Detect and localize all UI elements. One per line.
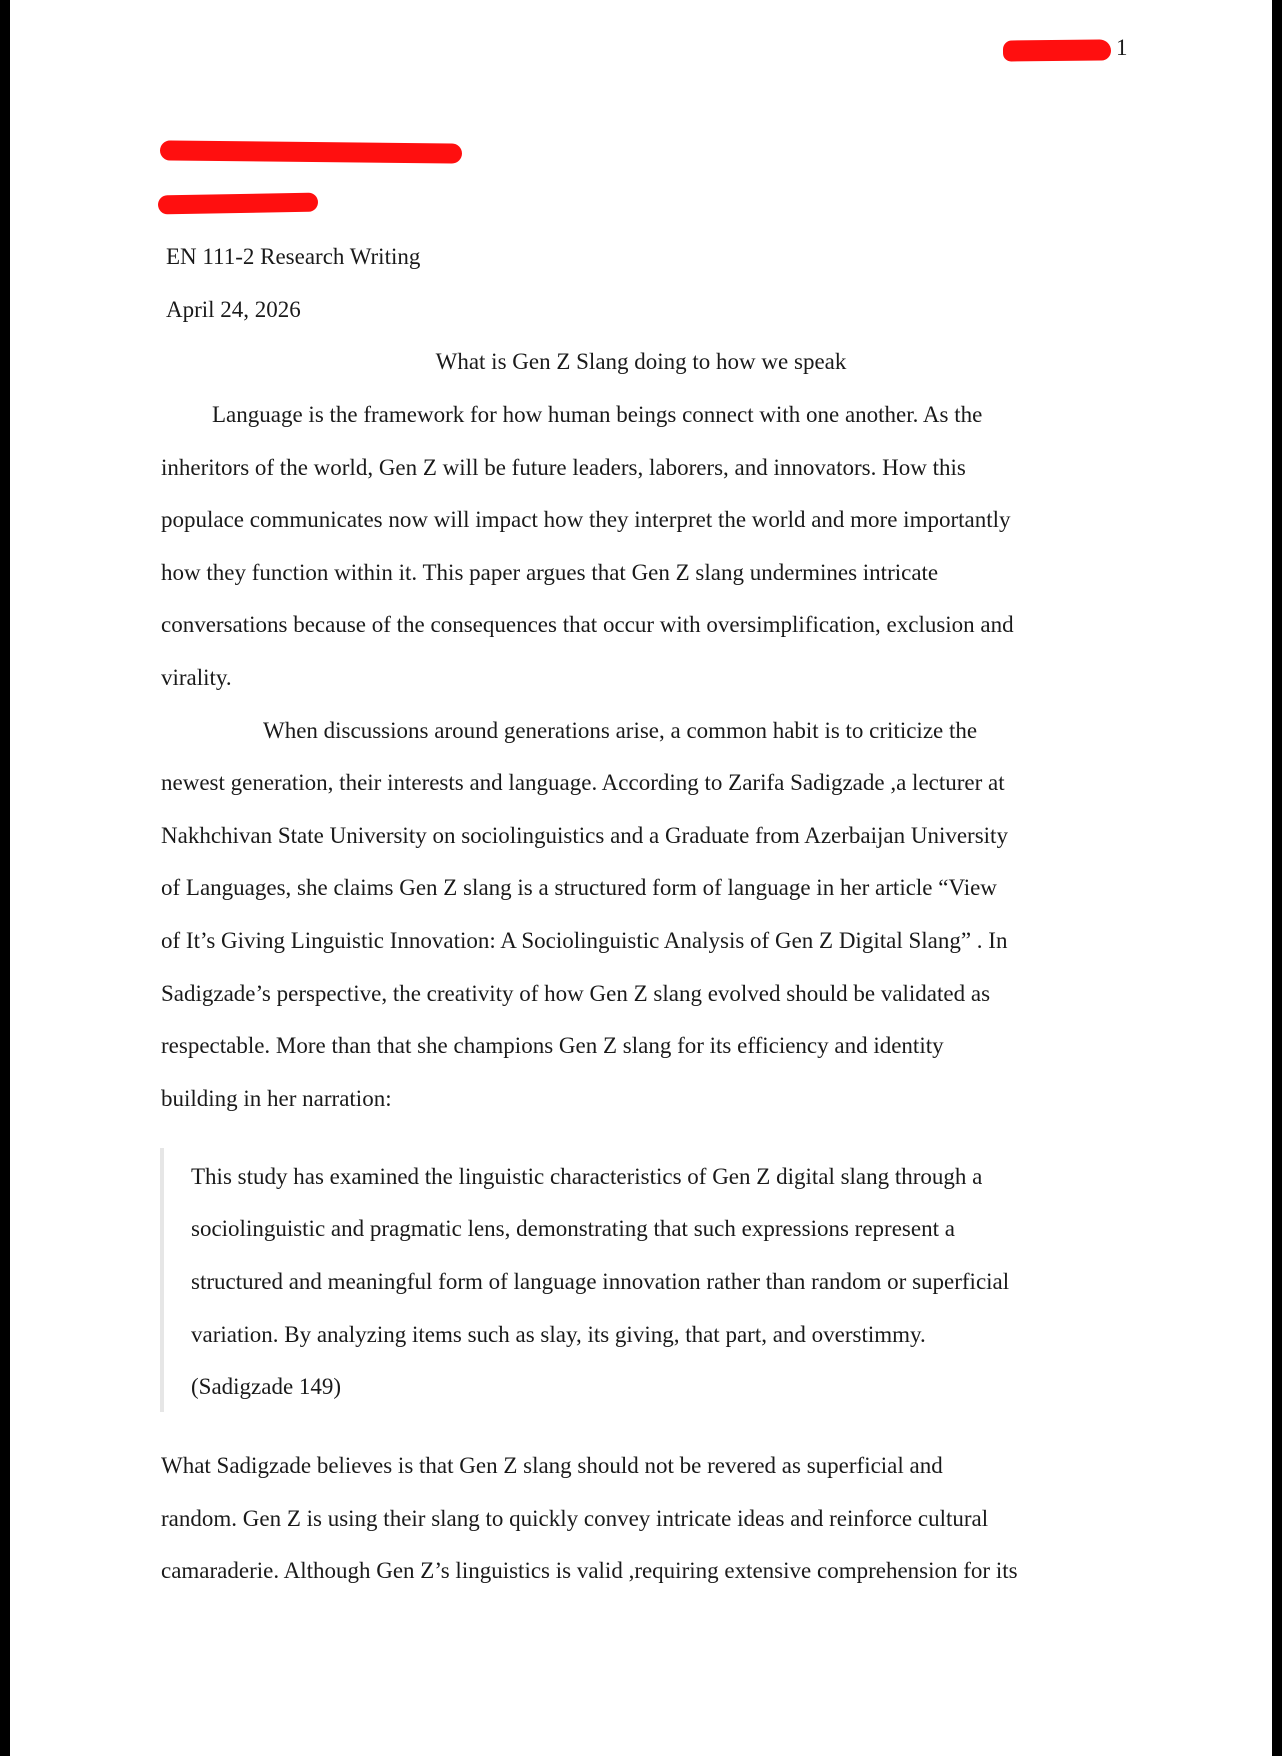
block-quote-line: structured and meaningful form of language innovation rather than random or superficial [191,1269,1010,1294]
paragraph-line: of Languages, she claims Gen Z slang is a structured form of language in her article “View [161,875,997,900]
paragraph-line: building in her narration: [161,1086,392,1111]
paragraph-line: how they function within it. This paper argues that Gen Z slang undermines intricate [161,560,939,585]
block-quote-line: This study has examined the linguistic characteristics of Gen Z digital slang through a [191,1164,983,1189]
paragraph-line: populace communicates now will impact how they interpret the world and more importantly [161,507,1011,532]
course-name: EN 111-2 Research Writing [166,244,421,269]
paragraph-line: What Sadigzade believes is that Gen Z slang should not be revered as superficial and [161,1453,943,1478]
block-quote-line: variation. By analyzing items such as slay, its giving, that part, and overstimmy. [191,1322,926,1347]
document-page [10,0,1272,1756]
paragraph-line: newest generation, their interests and language. According to Zarifa Sadigzade ,a lecturer at [161,770,1005,795]
page-number: 1 [1116,35,1128,60]
redacted-student-name [160,140,462,163]
paragraph-line: inheritors of the world, Gen Z will be future leaders, laborers, and innovators. How this [161,455,966,480]
paragraph-line: Language is the framework for how human beings connect with one another. As the [212,402,983,427]
paragraph-line: Nakhchivan State University on sociolinguistics and a Graduate from Azerbaijan University [161,823,1008,848]
paragraph-line: conversations because of the consequences that occur with oversimplification, exclusion and [161,612,1014,637]
redacted-instructor-name [158,193,318,215]
paragraph-line: virality. [161,665,232,690]
paper-date: April 24, 2026 [166,297,301,322]
paragraph-line: of It’s Giving Linguistic Innovation: A Sociolinguistic Analysis of Gen Z Digital Slang” . In [161,928,1008,953]
paper-title: What is Gen Z Slang doing to how we speak [435,349,847,374]
redacted-header-name [1003,39,1111,61]
paragraph-line: camaraderie. Although Gen Z’s linguistics is valid ,requiring extensive comprehension for its [161,1558,1018,1583]
paragraph-line: When discussions around generations arise, a common habit is to criticize the [263,718,978,743]
block-quote-line: sociolinguistic and pragmatic lens, demonstrating that such expressions represent a [191,1216,955,1241]
block-quote-border [160,1148,164,1412]
paragraph-line: Sadigzade’s perspective, the creativity of how Gen Z slang evolved should be validated as [161,981,991,1006]
paragraph-line: random. Gen Z is using their slang to quickly convey intricate ideas and reinforce cultural [161,1506,989,1531]
paragraph-line: respectable. More than that she champions Gen Z slang for its efficiency and identity [161,1033,944,1058]
block-quote-citation: (Sadigzade 149) [191,1374,342,1399]
